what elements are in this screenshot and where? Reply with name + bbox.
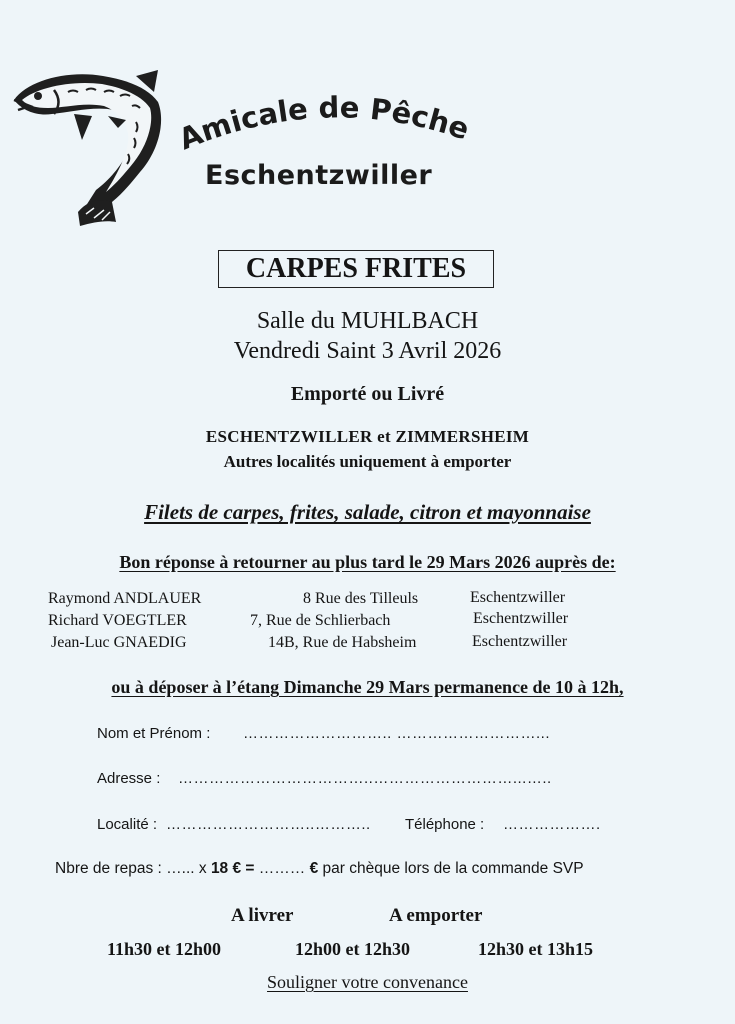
name-label: Nom et Prénom : <box>97 725 211 742</box>
underline-instruction: Souligner votre convenance <box>267 972 468 992</box>
towns-note: Autres localités uniquement à emporter <box>223 452 512 471</box>
contact-name: Jean-Luc GNAEDIG <box>51 634 187 651</box>
contact-city: Eschentzwiller <box>473 610 569 627</box>
org-city: Eschentzwiller <box>205 160 433 191</box>
meals-order-line[interactable] <box>55 860 584 878</box>
contact-street: 14B, Rue de Habsheim <box>268 634 417 651</box>
time-slot[interactable]: 11h30 et 12h00 <box>107 939 222 959</box>
delivery-towns: ESCHENTZWILLER et ZIMMERSHEIM <box>205 427 530 446</box>
event-venue: Salle du MUHLBACH <box>256 308 479 334</box>
contact-name: Raymond ANDLAUER <box>48 590 202 607</box>
org-name <box>180 92 480 152</box>
option-deliver[interactable]: A livrer <box>231 905 294 926</box>
contact-name: Richard VOEGTLER <box>48 612 187 629</box>
time-slot[interactable]: 12h00 et 12h30 <box>295 939 411 959</box>
meal-price: 18 € = <box>210 860 255 877</box>
event-date: Vendredi Saint 3 Avril 2026 <box>233 338 502 364</box>
name-field[interactable]: ……………………….. ………………………... <box>243 725 551 742</box>
time-slot[interactable]: 12h30 et 13h15 <box>478 939 594 959</box>
contact-street: 8 Rue des Tilleuls <box>303 590 419 607</box>
address-field[interactable]: ………………………………..………………………...….. <box>178 770 552 787</box>
phone-field[interactable]: ………………. <box>503 816 601 833</box>
city-label: Localité : <box>97 816 158 833</box>
phone-label: Téléphone : <box>405 816 485 833</box>
contact-city: Eschentzwiller <box>470 589 566 606</box>
jumping-fish-icon <box>8 62 168 227</box>
menu-description: Filets de carpes, frites, salade, citron et mayonnaise <box>144 500 591 524</box>
contact-street: 7, Rue de Schlierbach <box>250 612 391 629</box>
meals-total: ……… <box>254 860 310 877</box>
address-label: Adresse : <box>97 770 161 787</box>
drop-off-info: ou à déposer à l’étang Dimanche 29 Mars permanence de 10 à 12h, <box>111 677 624 697</box>
reply-heading: Bon réponse à retourner au plus tard le 29 Mars 2026 auprès de: <box>119 552 616 572</box>
service-mode: Emporté ou Livré <box>290 383 445 405</box>
event-title: CARPES FRITES <box>218 250 494 288</box>
svg-text:Amicale de Pêche: micale de Pêche <box>196 92 474 149</box>
euro-sign: € <box>309 860 319 877</box>
contact-city: Eschentzwiller <box>472 633 568 650</box>
payment-note: par chèque lors de la commande SVP <box>318 860 584 877</box>
meals-prefix: Nbre de repas : …... x <box>55 860 211 877</box>
city-field[interactable]: ………………………..……….. <box>166 816 371 833</box>
option-takeaway[interactable]: A emporter <box>389 905 483 926</box>
